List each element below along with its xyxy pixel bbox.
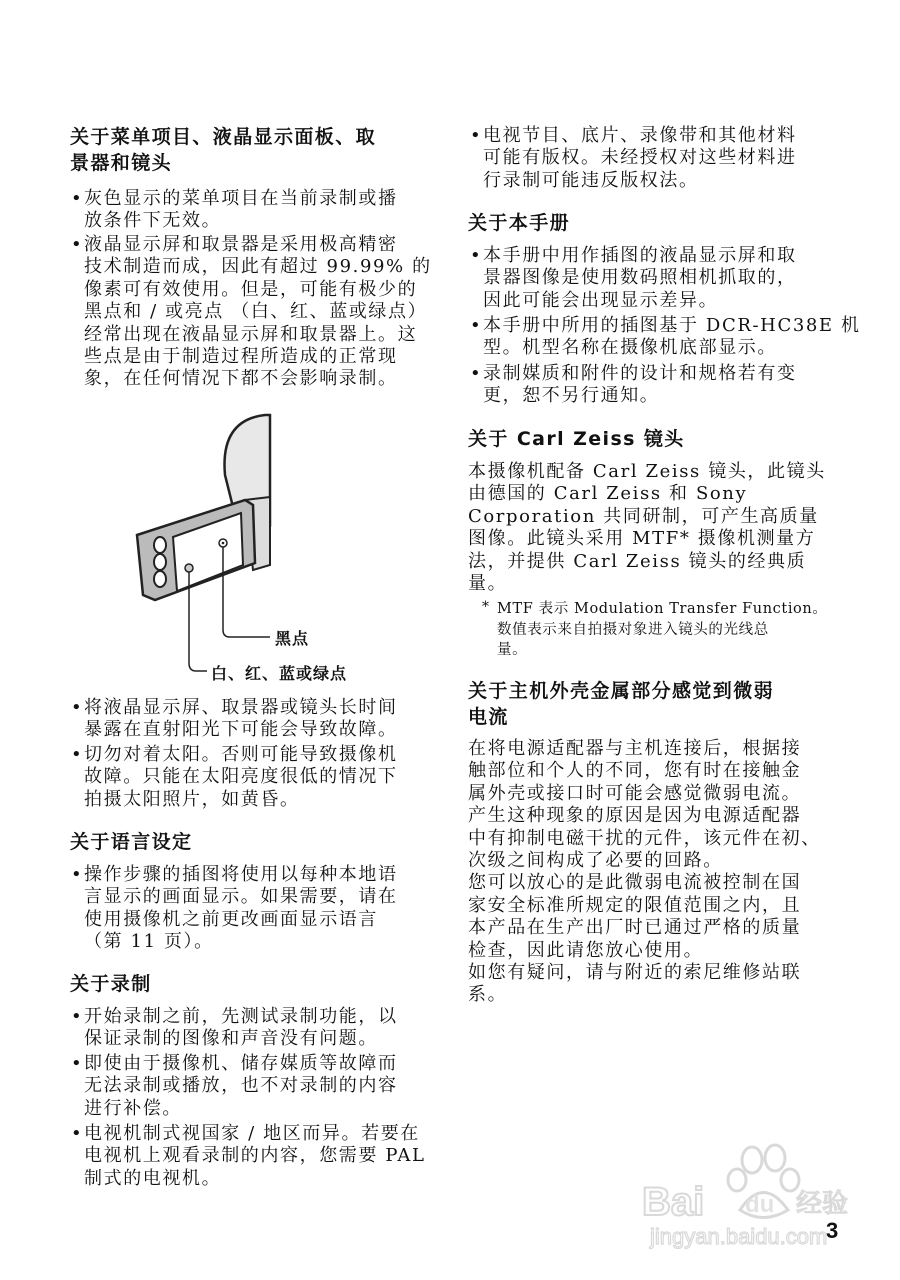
text-line: 关于主机外壳金属部分感觉到微弱 (468, 680, 775, 702)
text-line: 制式的电视机。 (84, 1167, 222, 1189)
bullet-item (470, 363, 797, 408)
text-line: 本手册中用作插图的液晶显示屏和取 (483, 245, 797, 266)
bullet-item (71, 864, 398, 954)
bullet-icon: • (470, 245, 481, 266)
text-line: 属外壳或接口时可能会感觉微弱电流。 (468, 782, 802, 804)
section-heading (468, 211, 570, 237)
text-line: 开始录制之前，先测试录制功能，以 (84, 1006, 398, 1027)
text-line: 电视机上观看录制的内容，您需要 PAL (84, 1145, 426, 1167)
text-line: 景器图像是使用数码照相机抓取的， (483, 267, 797, 289)
text-line: 无法录制或播放，也不对录制的内容 (84, 1075, 398, 1097)
text-line: 中有抑制电磁干扰的元件，该元件在初、 (468, 827, 821, 849)
bullet-item (71, 1006, 398, 1051)
paragraph (468, 461, 826, 595)
text-line: 系。 (468, 984, 508, 1006)
text-line: 法，并提供 Carl Zeiss 镜头的经典质 (468, 550, 807, 572)
text-line: 因此可能会出现显示差异。 (483, 289, 719, 311)
bullet-item (470, 245, 797, 312)
text-line: 技术制造而成，因此有超过 99.99% 的 (84, 256, 432, 278)
text-line: 次级之间构成了必要的回路。 (468, 849, 723, 871)
camcorder-drawing (125, 405, 385, 690)
text-line: 在将电源适配器与主机连接后，根据接 (468, 738, 802, 759)
bullet-item (71, 234, 432, 391)
text-line: 如您有疑问，请与附近的索尼维修站联 (468, 961, 802, 983)
text-line: 言显示的画面显示。如果需要，请在 (84, 886, 398, 908)
bullet-icon: • (470, 315, 481, 336)
bullet-item (71, 1053, 398, 1120)
bullet-icon: • (470, 125, 481, 146)
bullet-icon: • (71, 234, 82, 255)
page-number: 3 (826, 1218, 839, 1243)
text-line: 暴露在直射阳光下可能会导致故障。 (84, 719, 398, 741)
text-line: 些点是由于制造过程所造成的正常现 (84, 345, 398, 367)
text-line: 操作步骤的插图将使用以每种本地语 (84, 864, 398, 885)
bullet-item (71, 744, 398, 811)
text-line: 关于 Carl Zeiss 镜头 (468, 428, 685, 450)
text-line: 数值表示来自拍摄对象进入镜头的光线总 (497, 621, 769, 638)
svg-text:Bai: Bai (642, 1180, 705, 1224)
text-line: 液晶显示屏和取景器是采用极高精密 (84, 234, 398, 255)
text-line: 景器和镜头 (70, 151, 173, 174)
bullet-icon: • (71, 1123, 82, 1144)
text-line: 由德国的 Carl Zeiss 和 Sony (468, 483, 748, 505)
paragraph (468, 738, 821, 1007)
camcorder-lcd-illustration (125, 405, 385, 690)
bullet-icon: • (71, 1053, 82, 1074)
footnote-marker: * (482, 599, 489, 615)
text-line: 电流 (468, 705, 509, 728)
bullet-icon: • (71, 744, 82, 765)
text-line: 关于录制 (70, 973, 152, 995)
text-line: 像素可有效使用。但是，可能有极少的 (84, 278, 418, 300)
section-heading (468, 679, 774, 730)
section-heading (70, 125, 376, 176)
label-black-dot: 黑点 (275, 629, 310, 648)
text-line: 黑点和 / 或亮点 （白、红、蓝或绿点） (84, 301, 428, 323)
text-line: 电视节目、底片、录像带和其他材料 (483, 125, 797, 146)
label-bright-dot: 白、红、蓝或绿点 (211, 664, 348, 683)
text-line: 家安全标准所规定的限值范围之内，且 (468, 894, 802, 916)
bullet-item (470, 315, 861, 360)
text-line: 放条件下无效。 (84, 210, 222, 232)
text-line: 使用摄像机之前更改画面显示语言 (84, 908, 378, 930)
footnote (482, 599, 828, 661)
text-line: 产生这种现象的原因是因为电源适配器 (468, 805, 802, 827)
text-line: 象，在任何情况下都不会影响录制。 (84, 368, 398, 390)
svg-text:jingyan.baidu.com: jingyan.baidu.com (650, 1224, 828, 1249)
bullet-icon: • (470, 363, 481, 384)
section-heading (70, 830, 192, 856)
text-line: 量。 (468, 572, 508, 594)
bullet-icon: • (71, 697, 82, 718)
text-line: 可能有版权。未经授权对这些材料进 (483, 147, 797, 169)
bullet-icon: • (71, 1006, 82, 1027)
text-line: 触部位和个人的不同，您有时在接触金 (468, 760, 802, 782)
text-line: 本摄像机配备 Carl Zeiss 镜头，此镜头 (468, 461, 826, 482)
text-line: 检查，因此请您放心使用。 (468, 939, 704, 961)
text-line: 故障。只能在太阳亮度很低的情况下 (84, 766, 398, 788)
svg-text:经验: 经验 (796, 1189, 849, 1219)
text-line: 即使由于摄像机、储存媒质等故障而 (84, 1053, 398, 1074)
text-line: 图像。此镜头采用 MTF* 摄像机测量方 (468, 528, 816, 550)
text-line: 切勿对着太阳。否则可能导致摄像机 (84, 744, 398, 765)
text-line: 型。机型名称在摄像机底部显示。 (483, 337, 777, 359)
text-line: 关于语言设定 (70, 831, 193, 853)
text-line: Corporation 共同研制，可产生高质量 (468, 505, 819, 527)
bullet-icon: • (71, 188, 82, 209)
text-line: 电视机制式视国家 / 地区而异。若要在 (84, 1123, 420, 1144)
section-heading (70, 972, 152, 998)
text-line: 您可以放心的是此微弱电流被控制在国 (468, 872, 802, 894)
bullet-icon: • (71, 864, 82, 885)
text-line: 拍摄太阳照片，如黄昏。 (84, 788, 300, 810)
text-line: 经常出现在液晶显示屏和取景器上。这 (84, 323, 418, 345)
text-line: 关于菜单项目、液晶显示面板、取 (70, 126, 377, 148)
text-line: 进行补偿。 (84, 1097, 182, 1119)
bullet-item (71, 697, 398, 742)
text-line: 更，恕不另行通知。 (483, 385, 660, 407)
text-line: （第 11 页）。 (84, 931, 214, 953)
text-line: 行录制可能违反版权法。 (483, 169, 699, 191)
text-line: MTF 表示 Modulation Transfer Function。 (497, 601, 828, 617)
bullet-item (71, 1123, 426, 1190)
text-line: 保证录制的图像和声音没有问题。 (84, 1028, 378, 1050)
bullet-item (470, 125, 797, 192)
bullet-item (71, 188, 398, 233)
section-heading (468, 427, 685, 453)
text-line: 关于本手册 (468, 212, 571, 234)
text-line: 量。 (497, 642, 528, 658)
text-line: 本产品在生产出厂时已通过严格的质量 (468, 917, 802, 939)
svg-text:du: du (745, 1191, 775, 1218)
text-line: 本手册中所用的插图基于 DCR-HC38E 机 (483, 315, 861, 336)
text-line: 将液晶显示屏、取景器或镜头长时间 (84, 697, 398, 718)
text-line: 录制媒质和附件的设计和规格若有变 (483, 363, 797, 384)
text-line: 灰色显示的菜单项目在当前录制或播 (84, 188, 398, 209)
